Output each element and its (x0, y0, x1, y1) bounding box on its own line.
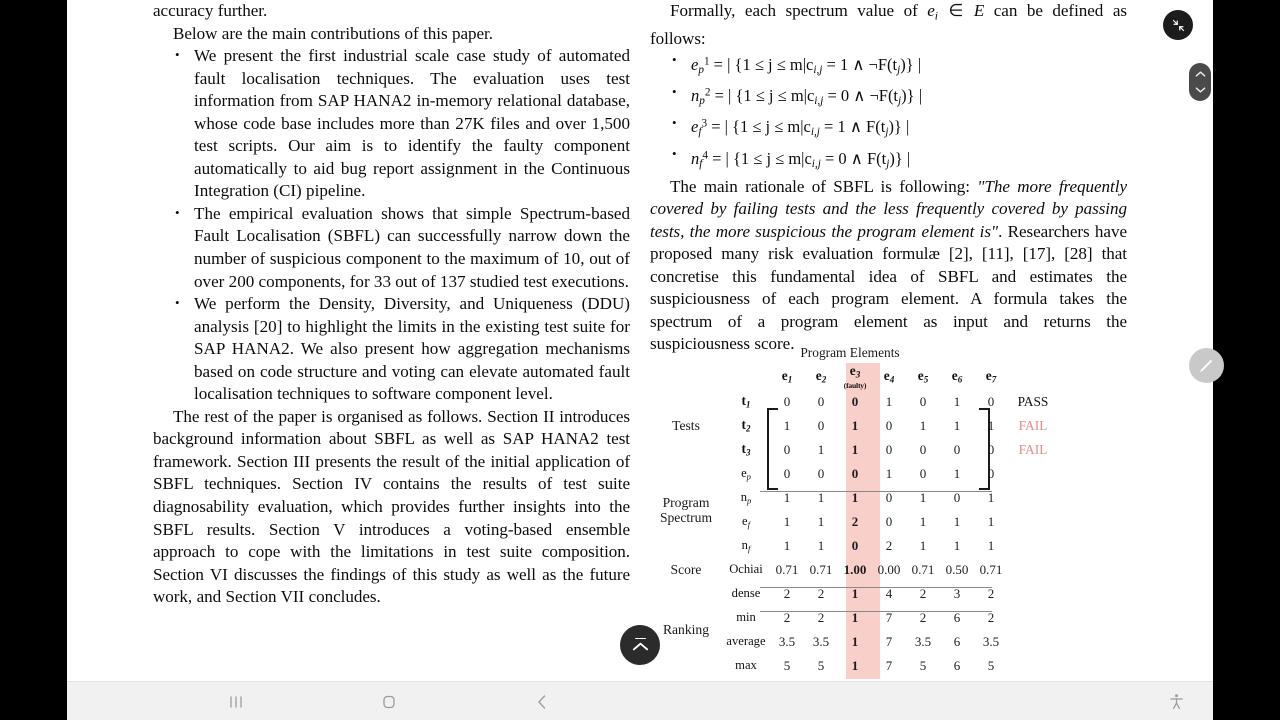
cell-faulty: 1 (851, 417, 859, 433)
paragraph-contributions-intro: Below are the main contributions of this paper. (173, 23, 493, 43)
row-sub: p (746, 471, 751, 482)
cell: 3.5 (982, 633, 1000, 649)
formula-tailsub: j (885, 126, 889, 139)
col-sub: 3 (855, 369, 861, 380)
row-base: e (741, 465, 747, 480)
formula-bodysub: i,j (810, 126, 820, 139)
formula-body: = | {1 ≤ j ≤ m|c (714, 86, 815, 106)
column-header-e5 (906, 363, 940, 390)
spectrum-table (650, 363, 1058, 678)
cell: 7 (885, 633, 893, 649)
table-row (650, 558, 1058, 582)
cell: 0 (953, 489, 961, 505)
verdict-badge: FAIL (1018, 417, 1048, 433)
accessibility-icon (1168, 693, 1185, 710)
formula-tailsub: j (886, 157, 890, 170)
cell: 1 (987, 417, 995, 433)
list-item (650, 113, 1127, 144)
cell: 3 (953, 585, 961, 601)
faulty-note: (faulty) (843, 380, 867, 390)
verdict-empty (1008, 630, 1058, 654)
formula-bodysub: i,j (813, 63, 823, 76)
formula-sup: 2 (704, 86, 711, 99)
col-sub: 6 (957, 374, 963, 385)
cell: 5 (987, 657, 995, 673)
cell-faulty: 1 (851, 441, 859, 457)
cell: 0.00 (877, 561, 901, 577)
cell: 0 (817, 393, 825, 409)
col-sub: 1 (787, 374, 793, 385)
cell: 1 (885, 465, 893, 481)
cell: 0 (885, 513, 893, 529)
cell: 0 (885, 417, 893, 433)
contributions-list (153, 45, 630, 406)
home-icon (381, 694, 397, 710)
verdict-empty (1008, 510, 1058, 534)
cell: 1 (919, 537, 927, 553)
cell: 6 (953, 609, 961, 625)
rationale-lead: The main rationale of SBFL is following: (670, 176, 978, 196)
row-label-dense: dense (731, 586, 761, 601)
col-base: e (781, 368, 788, 383)
verdict-badge: PASS (1017, 393, 1049, 409)
paragraph-formally (650, 0, 1127, 50)
cell: 1 (987, 513, 995, 529)
cell: 2 (817, 609, 825, 625)
formula-sup: 1 (703, 55, 710, 68)
row-base: t (741, 393, 746, 409)
cell: 1 (953, 393, 961, 409)
list-item (650, 82, 1127, 113)
col-sub: 4 (889, 374, 895, 385)
cell: 2 (783, 585, 791, 601)
row-label-min: min (736, 610, 756, 625)
cell: 6 (953, 633, 961, 649)
row-sub: f (747, 519, 750, 530)
list-item (650, 50, 1127, 81)
cell: 0 (885, 489, 893, 505)
row-sub: 1 (745, 399, 751, 410)
cell: 0 (885, 441, 893, 457)
header-spacer-2 (722, 363, 770, 390)
cell: 1 (783, 489, 791, 505)
table-header-row (650, 363, 1058, 390)
row-label-np (722, 486, 770, 510)
back-chevron-icon (535, 694, 549, 710)
formula-tail: = 0 ∧ F(t (820, 148, 887, 168)
formula-end: )} | (900, 54, 922, 74)
formula-sup: 3 (701, 117, 708, 130)
spectrum-figure (650, 345, 1130, 681)
cell: 1 (783, 513, 791, 529)
formula-base: n (691, 86, 700, 106)
paper-page (67, 0, 1213, 681)
formula-tailsub: j (898, 95, 902, 108)
row-base: n (741, 537, 748, 552)
chevron-down-icon[interactable] (1195, 86, 1206, 94)
row-base: t (741, 441, 746, 457)
cell: 1 (817, 489, 825, 505)
rationale-rest: . Researchers have proposed many risk evaluation formulæ [2], [11], [17], [28] that concretise this fundamental idea of SBFL and estimates the suspiciousness of each program element. A formula takes the spectrum of a program element as input and returns the suspiciousness score. (650, 221, 1127, 354)
row-label-ep (722, 462, 770, 486)
cell: 0.50 (945, 561, 969, 577)
row-sub: 3 (745, 447, 751, 458)
accessibility-button[interactable] (1152, 682, 1200, 720)
formula-end: )} | (888, 117, 910, 137)
col-sub: 5 (923, 374, 929, 385)
cell: 1 (987, 537, 995, 553)
row-label-average: average (726, 634, 766, 649)
chevron-up-icon[interactable] (1195, 70, 1206, 78)
col-sub: 2 (821, 374, 827, 385)
row-label-ef (722, 510, 770, 534)
cell: 0 (919, 441, 927, 457)
cell: 0 (783, 465, 791, 481)
verdict-empty (1008, 654, 1058, 678)
formula-sub: f (698, 126, 702, 139)
system-navigation-bar (67, 681, 1213, 720)
cell: 2 (919, 609, 927, 625)
col-base: e (883, 368, 890, 383)
paragraph-rationale (650, 176, 1127, 356)
column-header-e3-faulty (838, 363, 872, 390)
scroll-to-top-icon (632, 641, 649, 652)
group-label-ranking: Ranking (662, 622, 710, 638)
cell-faulty: 1 (851, 657, 859, 673)
cell: 0 (987, 393, 995, 409)
cell-faulty: 1 (851, 609, 859, 625)
header-spacer (650, 363, 722, 390)
cell: 7 (885, 609, 893, 625)
cell: 3.5 (812, 633, 830, 649)
cell: 2 (919, 585, 927, 601)
pencil-icon (1197, 356, 1216, 375)
formula-tailsub: j (897, 63, 901, 76)
column-header-e7 (974, 363, 1008, 390)
formula-tail: = 1 ∧ F(t (819, 117, 886, 137)
row-label-ochiai: Ochiai (729, 562, 763, 577)
cell-faulty: 1 (851, 633, 859, 649)
table-row (650, 462, 1058, 486)
column-header-e2 (804, 363, 838, 390)
row-label-t1 (722, 390, 770, 414)
formula-body: = | {1 ≤ j ≤ m|c (711, 117, 811, 137)
recent-apps-icon (228, 694, 244, 710)
col-base: e (849, 363, 856, 378)
cell: 5 (817, 657, 825, 673)
cell: 0.71 (979, 561, 1003, 577)
right-text-column (650, 0, 1127, 356)
col-base: e (917, 368, 924, 383)
cell: 0 (987, 465, 995, 481)
cell: 2 (987, 585, 995, 601)
collapse-arrows-icon (1171, 18, 1186, 33)
spectrum-formula-list (650, 50, 1127, 175)
formula-base: e (691, 54, 699, 74)
formula-end: )} | (889, 148, 911, 168)
cell: 1 (953, 537, 961, 553)
column-header-e6 (940, 363, 974, 390)
col-base: e (985, 368, 992, 383)
formula-sub: p (698, 63, 704, 76)
verdict-empty (1008, 486, 1058, 510)
cell: 2 (817, 585, 825, 601)
figure-title: Program Elements (800, 345, 900, 360)
row-label-t2 (722, 414, 770, 438)
cell: 0 (783, 441, 791, 457)
cell: 1 (953, 513, 961, 529)
row-sub: f (747, 543, 751, 554)
cell-faulty: 1 (851, 585, 859, 601)
cell: 1 (783, 417, 791, 433)
cell: 0 (817, 417, 825, 433)
fullscreen-toggle-button[interactable] (1163, 10, 1193, 40)
table-row (650, 390, 1058, 414)
cell: 1 (817, 513, 825, 529)
col-sub: 7 (991, 374, 997, 385)
formula-sup: 4 (702, 149, 708, 162)
header-verdict-spacer (1008, 363, 1058, 390)
cell: 7 (885, 657, 893, 673)
cell: 1 (987, 489, 995, 505)
home-button[interactable] (365, 682, 413, 720)
formula-body: = | {1 ≤ j ≤ m|c (712, 148, 812, 168)
group-line-2: Spectrum (659, 509, 713, 525)
cell: 5 (919, 657, 927, 673)
cell-faulty: 0 (851, 537, 859, 553)
formula-end: )} | (901, 86, 922, 106)
cell: 1 (953, 417, 961, 433)
cell: 1 (817, 537, 825, 553)
column-header-e1 (770, 363, 804, 390)
verdict-empty (1008, 582, 1058, 606)
cell-faulty: 1.00 (843, 561, 867, 577)
row-sub: 2 (745, 423, 751, 434)
cell: 0.71 (775, 561, 799, 577)
group-line-1: Program (662, 494, 710, 510)
col-base: e (951, 368, 958, 383)
verdict-empty (1008, 534, 1058, 558)
verdict-empty (1008, 558, 1058, 582)
document-viewport[interactable] (67, 0, 1213, 720)
cell: 2 (783, 609, 791, 625)
formula-body: = | {1 ≤ j ≤ m|c (713, 54, 814, 74)
cell: 0 (953, 441, 961, 457)
paragraph-accuracy: accuracy further. (153, 1, 268, 20)
cell: 0.71 (911, 561, 935, 577)
formula-sub: f (699, 157, 703, 170)
cell-faulty: 0 (851, 465, 859, 481)
verdict-empty (1008, 606, 1058, 630)
cell: 0 (987, 441, 995, 457)
group-label-tests: Tests (672, 418, 700, 434)
cell: 0 (817, 465, 825, 481)
cell: 5 (783, 657, 791, 673)
cell: 1 (919, 489, 927, 505)
verdict-empty (1008, 462, 1058, 486)
list-item: • We perform the Density, Diversity, and Uniqueness (DDU) analysis [20] to highlight the limits in the existing test suite for SAP HANA2. We also present how aggregation mechanisms based on code structure and voting can elevate automated fault localisation techniques to software component level. (153, 293, 630, 406)
table-row (650, 582, 1058, 606)
verdict-badge: FAIL (1018, 441, 1048, 457)
cell: 0.71 (809, 561, 833, 577)
column-header-e4 (872, 363, 906, 390)
row-base: t (741, 417, 746, 433)
formula-tail: = 0 ∧ ¬F(t (823, 86, 899, 106)
row-base: e (742, 513, 748, 528)
row-base: n (740, 489, 747, 504)
cell: 3.5 (914, 633, 932, 649)
list-item: • We present the first industrial scale case study of automated fault localisation techniques. The evaluation uses test information from SAP HANA2 in-memory relational database, whose code base includes more than 27K files and over 1,500 test scripts. Our aim is to identify the faulty component automatically to aid bug report assignment in the Continuous Integration (CI) pipeline. (153, 45, 630, 203)
scroll-stepper[interactable] (1189, 63, 1211, 101)
rationale-quote: "The more frequently covered by failing tests and the less frequently covered by passing tests, the more suspicious the program element is" (650, 176, 1127, 241)
cell: 1 (817, 441, 825, 457)
formula-tail: = 1 ∧ ¬F(t (822, 54, 898, 74)
cell: 1 (953, 465, 961, 481)
cell-faulty: 2 (851, 513, 859, 529)
edit-annotation-button[interactable] (1189, 348, 1224, 383)
cell: 1 (885, 393, 893, 409)
row-label-nf (722, 534, 770, 558)
cell-faulty: 0 (851, 393, 859, 409)
cell: 6 (953, 657, 961, 673)
formula-base: n (691, 148, 700, 168)
scroll-to-top-button[interactable] (620, 625, 660, 665)
cell: 1 (919, 513, 927, 529)
group-label-score: Score (670, 562, 702, 578)
cell: 0 (919, 465, 927, 481)
row-label-t3 (722, 438, 770, 462)
cell: 2 (987, 609, 995, 625)
row-sub: p (747, 495, 752, 506)
formula-bodysub: i,j (814, 95, 824, 108)
cell: 1 (919, 417, 927, 433)
cell-faulty: 1 (851, 489, 859, 505)
paragraph-paper-outline: The rest of the paper is organised as follows. Section II introduces background information about SBFL as well as SAP HANA2 test framework. Section III presents the result of the initial application of SBFL techniques. Section IV contains the results of test suite diagnosability evaluation, which provides further insights into the SBFL results. Section V introduces a voting-based ensemble approach to cope with the limitations in test suite composition. Section VI discusses the findings of this study as well as the future work, and Section VII concludes. (153, 406, 630, 607)
cell: 4 (885, 585, 893, 601)
cell: 0 (783, 393, 791, 409)
cell: 0 (919, 393, 927, 409)
cell: 3.5 (778, 633, 796, 649)
list-item: • The empirical evaluation shows that simple Spectrum-based Fault Localisation (SBFL) can successfully narrow down the number of suspicious component to the maximum of 10, out of over 200 components, for 33 out of 137 studied test executions. (153, 203, 630, 293)
col-base: e (815, 368, 822, 383)
formally-tail: can be defined as follows: (650, 1, 1127, 48)
formally-lead: Formally, each spectrum value of (670, 1, 928, 20)
formula-bodysub: i,j (811, 157, 821, 170)
formula-sub: p (699, 95, 705, 108)
group-label-program-spectrum (650, 462, 722, 558)
formula-base: e (691, 117, 699, 137)
cell: 2 (885, 537, 893, 553)
cell: 1 (783, 537, 791, 553)
list-item (650, 144, 1127, 175)
back-button[interactable] (518, 682, 566, 720)
scroll-top-cap-line (635, 638, 646, 640)
left-text-column (153, 0, 630, 609)
recents-button[interactable] (212, 682, 260, 720)
row-label-max: max (735, 658, 757, 673)
inline-math-ei-in-E: $e_i$ ∈ E (927, 1, 985, 23)
